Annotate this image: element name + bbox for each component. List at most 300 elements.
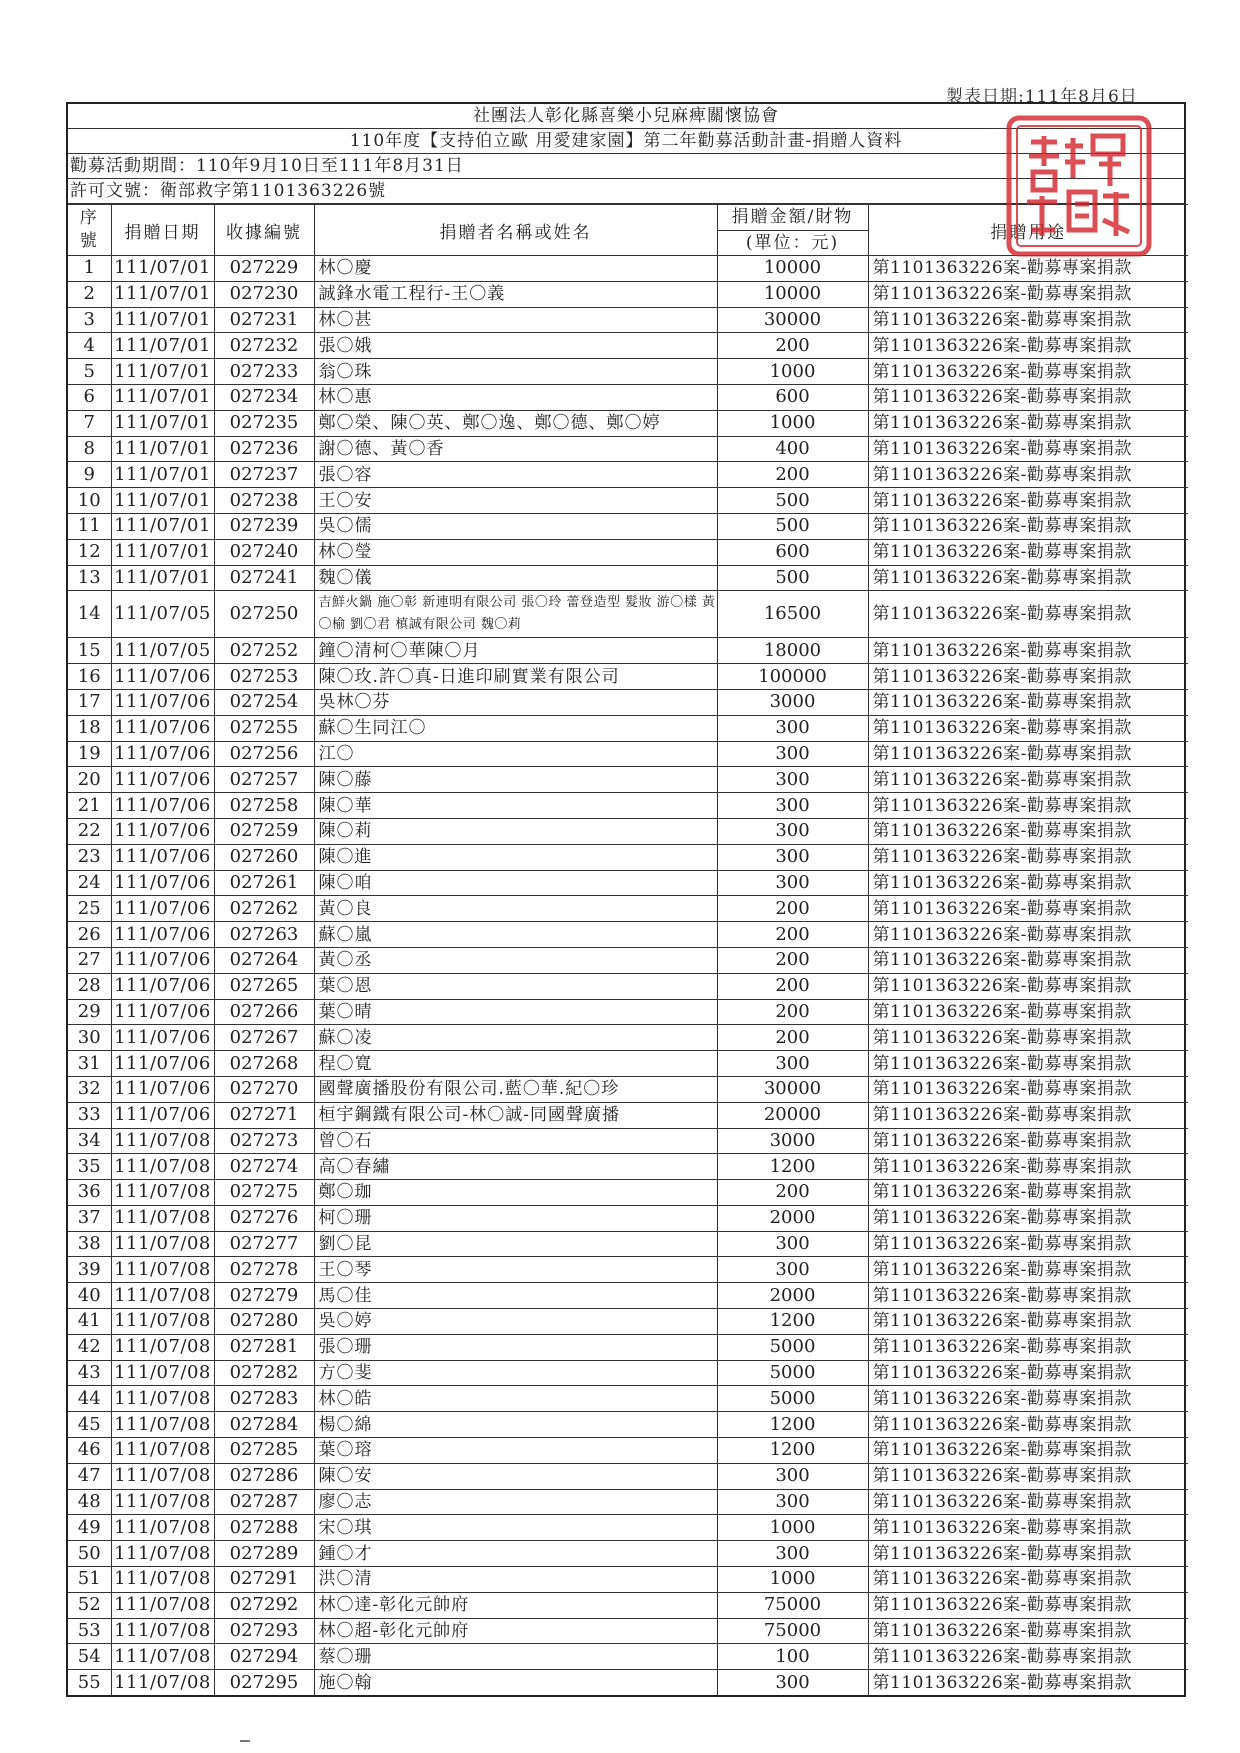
row-date: 111/07/06 [111,922,214,948]
header-seq [68,205,111,256]
row-receipt: 027285 [214,1438,314,1464]
row-purpose: 第1101363226案-勸募專案捐款 [868,1541,1188,1567]
row-purpose: 第1101363226案-勸募專案捐款 [868,1128,1188,1154]
row-seq: 49 [68,1515,111,1541]
row-receipt: 027253 [214,664,314,690]
table-row [68,1360,1188,1386]
header-seq-b: 號 [79,231,99,251]
row-seq: 14 [68,591,111,638]
row-amount: 30000 [717,1076,868,1102]
row-amount: 10000 [717,256,868,282]
row-receipt: 027288 [214,1515,314,1541]
row-amount: 20000 [717,1102,868,1128]
row-seq: 48 [68,1489,111,1515]
row-purpose: 第1101363226案-勸募專案捐款 [868,436,1188,462]
row-purpose: 第1101363226案-勸募專案捐款 [868,1644,1188,1670]
row-donor: 吳〇婷 [314,1309,717,1335]
row-receipt: 027267 [214,1025,314,1051]
row-date: 111/07/08 [111,1489,214,1515]
table-row [68,1076,1188,1102]
row-date: 111/07/08 [111,1670,214,1695]
campaign-period: 勸募活動期間：110年9月10日至111年8月31日 [68,154,1184,179]
row-date: 111/07/06 [111,741,214,767]
table-row [68,1489,1188,1515]
row-receipt: 027294 [214,1644,314,1670]
table-row [68,896,1188,922]
row-date: 111/07/01 [111,410,214,436]
row-purpose: 第1101363226案-勸募專案捐款 [868,1463,1188,1489]
row-purpose: 第1101363226案-勸募專案捐款 [868,1051,1188,1077]
row-amount: 200 [717,973,868,999]
row-date: 111/07/08 [111,1334,214,1360]
row-date: 111/07/06 [111,1076,214,1102]
row-seq: 16 [68,664,111,690]
row-purpose: 第1101363226案-勸募專案捐款 [868,1592,1188,1618]
row-receipt: 027236 [214,436,314,462]
table-row [68,1257,1188,1283]
row-amount: 2000 [717,1205,868,1231]
table-row [68,359,1188,385]
row-donor: 張〇容 [314,462,717,488]
row-donor: 國聲廣播股份有限公司.藍〇華.紀〇珍 [314,1076,717,1102]
row-amount: 200 [717,1180,868,1206]
row-donor: 楊〇綿 [314,1412,717,1438]
row-receipt: 027260 [214,844,314,870]
row-purpose: 第1101363226案-勸募專案捐款 [868,896,1188,922]
row-purpose: 第1101363226案-勸募專案捐款 [868,1154,1188,1180]
row-receipt: 027282 [214,1360,314,1386]
row-donor: 葉〇瑢 [314,1438,717,1464]
row-donor: 鍾〇才 [314,1541,717,1567]
row-amount: 500 [717,565,868,591]
row-amount: 300 [717,1051,868,1077]
row-purpose: 第1101363226案-勸募專案捐款 [868,1309,1188,1335]
row-receipt: 027255 [214,715,314,741]
table-row [68,1515,1188,1541]
row-seq: 21 [68,793,111,819]
row-amount: 200 [717,896,868,922]
row-seq: 33 [68,1102,111,1128]
row-seq: 38 [68,1231,111,1257]
row-donor: 林〇瑩 [314,539,717,565]
row-purpose: 第1101363226案-勸募專案捐款 [868,1567,1188,1593]
table-row [68,591,1188,638]
row-seq: 47 [68,1463,111,1489]
row-date: 111/07/06 [111,1102,214,1128]
row-date: 111/07/06 [111,1051,214,1077]
row-receipt: 027273 [214,1128,314,1154]
row-date: 111/07/08 [111,1283,214,1309]
row-purpose: 第1101363226案-勸募專案捐款 [868,870,1188,896]
row-receipt: 027252 [214,638,314,664]
row-amount: 1000 [717,410,868,436]
table-row [68,1334,1188,1360]
row-date: 111/07/06 [111,664,214,690]
row-date: 111/07/08 [111,1463,214,1489]
row-donor: 王〇安 [314,488,717,514]
row-receipt: 027264 [214,947,314,973]
row-purpose: 第1101363226案-勸募專案捐款 [868,793,1188,819]
scan-mark [240,1740,250,1742]
row-seq: 53 [68,1618,111,1644]
row-date: 111/07/01 [111,281,214,307]
row-receipt: 027231 [214,307,314,333]
row-seq: 50 [68,1541,111,1567]
row-receipt: 027289 [214,1541,314,1567]
row-receipt: 027275 [214,1180,314,1206]
row-date: 111/07/06 [111,870,214,896]
row-seq: 4 [68,333,111,359]
row-receipt: 027240 [214,539,314,565]
row-donor: 林〇超-彰化元帥府 [314,1618,717,1644]
header-receipt: 收據編號 [214,205,314,256]
row-donor: 陳〇華 [314,793,717,819]
row-date: 111/07/08 [111,1438,214,1464]
row-amount: 5000 [717,1334,868,1360]
row-receipt: 027259 [214,818,314,844]
row-purpose: 第1101363226案-勸募專案捐款 [868,638,1188,664]
row-amount: 1000 [717,1567,868,1593]
row-date: 111/07/01 [111,513,214,539]
row-seq: 34 [68,1128,111,1154]
table-row [68,741,1188,767]
row-donor: 黃〇良 [314,896,717,922]
row-seq: 20 [68,767,111,793]
row-donor: 宋〇琪 [314,1515,717,1541]
row-seq: 52 [68,1592,111,1618]
row-donor: 桓宇鋼鐵有限公司-林〇誠-同國聲廣播 [314,1102,717,1128]
row-seq: 23 [68,844,111,870]
row-receipt: 027262 [214,896,314,922]
row-donor: 誠鋒水電工程行-王〇義 [314,281,717,307]
row-receipt: 027230 [214,281,314,307]
table-row [68,1412,1188,1438]
header-amount [717,205,868,256]
row-receipt: 027283 [214,1386,314,1412]
row-receipt: 027295 [214,1670,314,1695]
row-date: 111/07/08 [111,1205,214,1231]
row-amount: 300 [717,741,868,767]
row-date: 111/07/06 [111,1025,214,1051]
row-seq: 6 [68,384,111,410]
row-date: 111/07/08 [111,1592,214,1618]
row-purpose: 第1101363226案-勸募專案捐款 [868,333,1188,359]
row-seq: 11 [68,513,111,539]
row-donor: 林〇皓 [314,1386,717,1412]
row-purpose: 第1101363226案-勸募專案捐款 [868,1180,1188,1206]
row-purpose: 第1101363226案-勸募專案捐款 [868,410,1188,436]
row-donor: 廖〇志 [314,1489,717,1515]
row-date: 111/07/01 [111,488,214,514]
row-amount: 600 [717,384,868,410]
row-receipt: 027278 [214,1257,314,1283]
table-row [68,1231,1188,1257]
header-donor: 捐贈者名稱或姓名 [314,205,717,256]
row-purpose: 第1101363226案-勸募專案捐款 [868,591,1188,638]
row-amount: 75000 [717,1618,868,1644]
row-receipt: 027284 [214,1412,314,1438]
row-purpose: 第1101363226案-勸募專案捐款 [868,1205,1188,1231]
row-donor: 柯〇珊 [314,1205,717,1231]
row-receipt: 027281 [214,1334,314,1360]
row-purpose: 第1101363226案-勸募專案捐款 [868,256,1188,282]
row-receipt: 027292 [214,1592,314,1618]
row-purpose: 第1101363226案-勸募專案捐款 [868,999,1188,1025]
row-amount: 100 [717,1644,868,1670]
table-row [68,1592,1188,1618]
row-seq: 28 [68,973,111,999]
row-seq: 8 [68,436,111,462]
row-purpose: 第1101363226案-勸募專案捐款 [868,513,1188,539]
row-amount: 300 [717,844,868,870]
row-donor: 林〇慶 [314,256,717,282]
row-donor: 陳〇安 [314,1463,717,1489]
header-seq-a: 序 [79,208,99,228]
row-purpose: 第1101363226案-勸募專案捐款 [868,947,1188,973]
row-purpose: 第1101363226案-勸募專案捐款 [868,689,1188,715]
row-date: 111/07/06 [111,818,214,844]
row-receipt: 027276 [214,1205,314,1231]
row-receipt: 027235 [214,410,314,436]
table-body [68,256,1188,1696]
row-seq: 7 [68,410,111,436]
table-row [68,1618,1188,1644]
table-row [68,1102,1188,1128]
row-date: 111/07/01 [111,436,214,462]
table-row [68,488,1188,514]
row-donor: 馬〇佳 [314,1283,717,1309]
row-receipt: 027238 [214,488,314,514]
row-purpose: 第1101363226案-勸募專案捐款 [868,1618,1188,1644]
row-receipt: 027263 [214,922,314,948]
header-purpose: 捐贈用途 [868,205,1188,256]
header-amount-b: (單位：元) [745,233,840,253]
row-date: 111/07/08 [111,1412,214,1438]
table-row [68,1180,1188,1206]
row-seq: 19 [68,741,111,767]
row-seq: 42 [68,1334,111,1360]
row-amount: 500 [717,513,868,539]
row-purpose: 第1101363226案-勸募專案捐款 [868,488,1188,514]
row-date: 111/07/06 [111,767,214,793]
row-seq: 45 [68,1412,111,1438]
header-date: 捐贈日期 [111,205,214,256]
row-donor: 蘇〇凌 [314,1025,717,1051]
row-amount: 300 [717,1541,868,1567]
row-date: 111/07/08 [111,1515,214,1541]
row-receipt: 027266 [214,999,314,1025]
row-donor: 魏〇儀 [314,565,717,591]
row-purpose: 第1101363226案-勸募專案捐款 [868,922,1188,948]
row-receipt: 027274 [214,1154,314,1180]
row-receipt: 027239 [214,513,314,539]
row-amount: 300 [717,1231,868,1257]
row-date: 111/07/01 [111,307,214,333]
row-amount: 300 [717,1489,868,1515]
row-amount: 1200 [717,1154,868,1180]
row-receipt: 027265 [214,973,314,999]
row-date: 111/07/06 [111,999,214,1025]
row-purpose: 第1101363226案-勸募專案捐款 [868,1412,1188,1438]
table-row [68,1154,1188,1180]
row-purpose: 第1101363226案-勸募專案捐款 [868,1257,1188,1283]
row-date: 111/07/06 [111,689,214,715]
row-purpose: 第1101363226案-勸募專案捐款 [868,462,1188,488]
row-purpose: 第1101363226案-勸募專案捐款 [868,741,1188,767]
row-seq: 54 [68,1644,111,1670]
row-amount: 200 [717,999,868,1025]
row-seq: 1 [68,256,111,282]
row-date: 111/07/08 [111,1128,214,1154]
row-date: 111/07/01 [111,333,214,359]
row-receipt: 027280 [214,1309,314,1335]
row-donor: 吉鮮火鍋 施〇彰 新連明有限公司 張〇玲 蕾登造型 髮妝 游〇樣 黃〇榆 劉〇君 槙誠有限公司 魏〇莉 [314,591,717,638]
table-row [68,1309,1188,1335]
row-receipt: 027257 [214,767,314,793]
row-amount: 500 [717,488,868,514]
row-amount: 3000 [717,689,868,715]
row-purpose: 第1101363226案-勸募專案捐款 [868,384,1188,410]
row-receipt: 027293 [214,1618,314,1644]
row-purpose: 第1101363226案-勸募專案捐款 [868,1025,1188,1051]
table-row [68,818,1188,844]
row-date: 111/07/08 [111,1231,214,1257]
row-date: 111/07/05 [111,591,214,638]
row-donor: 施〇翰 [314,1670,717,1695]
row-seq: 5 [68,359,111,385]
row-seq: 36 [68,1180,111,1206]
table-row [68,715,1188,741]
row-donor: 黃〇丞 [314,947,717,973]
row-donor: 吳〇儒 [314,513,717,539]
row-seq: 13 [68,565,111,591]
table-row [68,793,1188,819]
row-date: 111/07/01 [111,384,214,410]
campaign-title: 110年度【支持伯立歐 用愛建家園】第二年勸募活動計畫-捐贈人資料 [68,129,1184,154]
row-donor: 陳〇進 [314,844,717,870]
row-seq: 17 [68,689,111,715]
row-purpose: 第1101363226案-勸募專案捐款 [868,1515,1188,1541]
row-date: 111/07/01 [111,359,214,385]
table-row [68,664,1188,690]
row-purpose: 第1101363226案-勸募專案捐款 [868,359,1188,385]
row-donor: 陳〇咱 [314,870,717,896]
row-donor: 陳〇莉 [314,818,717,844]
row-amount: 400 [717,436,868,462]
row-date: 111/07/08 [111,1618,214,1644]
table-row [68,307,1188,333]
row-donor: 林〇甚 [314,307,717,333]
row-donor: 方〇斐 [314,1360,717,1386]
table-row [68,1205,1188,1231]
row-date: 111/07/06 [111,973,214,999]
row-amount: 30000 [717,307,868,333]
row-date: 111/07/01 [111,539,214,565]
row-date: 111/07/06 [111,715,214,741]
row-receipt: 027233 [214,359,314,385]
table-row [68,410,1188,436]
row-seq: 29 [68,999,111,1025]
table-row [68,1025,1188,1051]
row-seq: 2 [68,281,111,307]
row-donor: 張〇珊 [314,1334,717,1360]
row-seq: 32 [68,1076,111,1102]
row-purpose: 第1101363226案-勸募專案捐款 [868,1102,1188,1128]
row-donor: 謝〇德、黃〇香 [314,436,717,462]
row-receipt: 027229 [214,256,314,282]
row-date: 111/07/01 [111,256,214,282]
row-date: 111/07/01 [111,462,214,488]
table-row [68,462,1188,488]
row-donor: 高〇春繡 [314,1154,717,1180]
row-date: 111/07/08 [111,1180,214,1206]
row-donor: 洪〇清 [314,1567,717,1593]
table-row [68,281,1188,307]
row-receipt: 027254 [214,689,314,715]
table-row [68,539,1188,565]
row-purpose: 第1101363226案-勸募專案捐款 [868,973,1188,999]
row-amount: 3000 [717,1128,868,1154]
row-amount: 200 [717,947,868,973]
row-seq: 55 [68,1670,111,1695]
row-date: 111/07/06 [111,844,214,870]
row-date: 111/07/08 [111,1386,214,1412]
row-receipt: 027268 [214,1051,314,1077]
row-purpose: 第1101363226案-勸募專案捐款 [868,281,1188,307]
table-row [68,844,1188,870]
row-receipt: 027291 [214,1567,314,1593]
permit-number: 許可文號：衛部救字第1101363226號 [68,179,1184,204]
row-donor: 蘇〇嵐 [314,922,717,948]
prepared-date: 製表日期:111年8月6日 [946,87,1138,107]
table-row [68,689,1188,715]
table-row [68,513,1188,539]
table-row [68,1463,1188,1489]
org-title: 社團法人彰化縣喜樂小兒麻痺關懷協會 [68,104,1184,129]
row-seq: 15 [68,638,111,664]
table-row [68,767,1188,793]
row-donor: 陳〇藤 [314,767,717,793]
row-seq: 26 [68,922,111,948]
table-row [68,1541,1188,1567]
row-amount: 200 [717,922,868,948]
row-donor: 王〇琴 [314,1257,717,1283]
row-donor: 吳林〇芬 [314,689,717,715]
row-purpose: 第1101363226案-勸募專案捐款 [868,1438,1188,1464]
table-row [68,1670,1188,1695]
row-amount: 5000 [717,1386,868,1412]
table-row [68,870,1188,896]
table-row [68,1128,1188,1154]
row-purpose: 第1101363226案-勸募專案捐款 [868,1076,1188,1102]
table-row [68,999,1188,1025]
row-receipt: 027256 [214,741,314,767]
row-purpose: 第1101363226案-勸募專案捐款 [868,307,1188,333]
row-receipt: 027287 [214,1489,314,1515]
row-seq: 31 [68,1051,111,1077]
row-donor: 葉〇恩 [314,973,717,999]
row-seq: 9 [68,462,111,488]
table-row [68,333,1188,359]
row-donor: 翁〇珠 [314,359,717,385]
row-purpose: 第1101363226案-勸募專案捐款 [868,1231,1188,1257]
row-amount: 200 [717,333,868,359]
row-amount: 300 [717,1463,868,1489]
row-amount: 2000 [717,1283,868,1309]
row-receipt: 027270 [214,1076,314,1102]
row-seq: 12 [68,539,111,565]
row-receipt: 027286 [214,1463,314,1489]
